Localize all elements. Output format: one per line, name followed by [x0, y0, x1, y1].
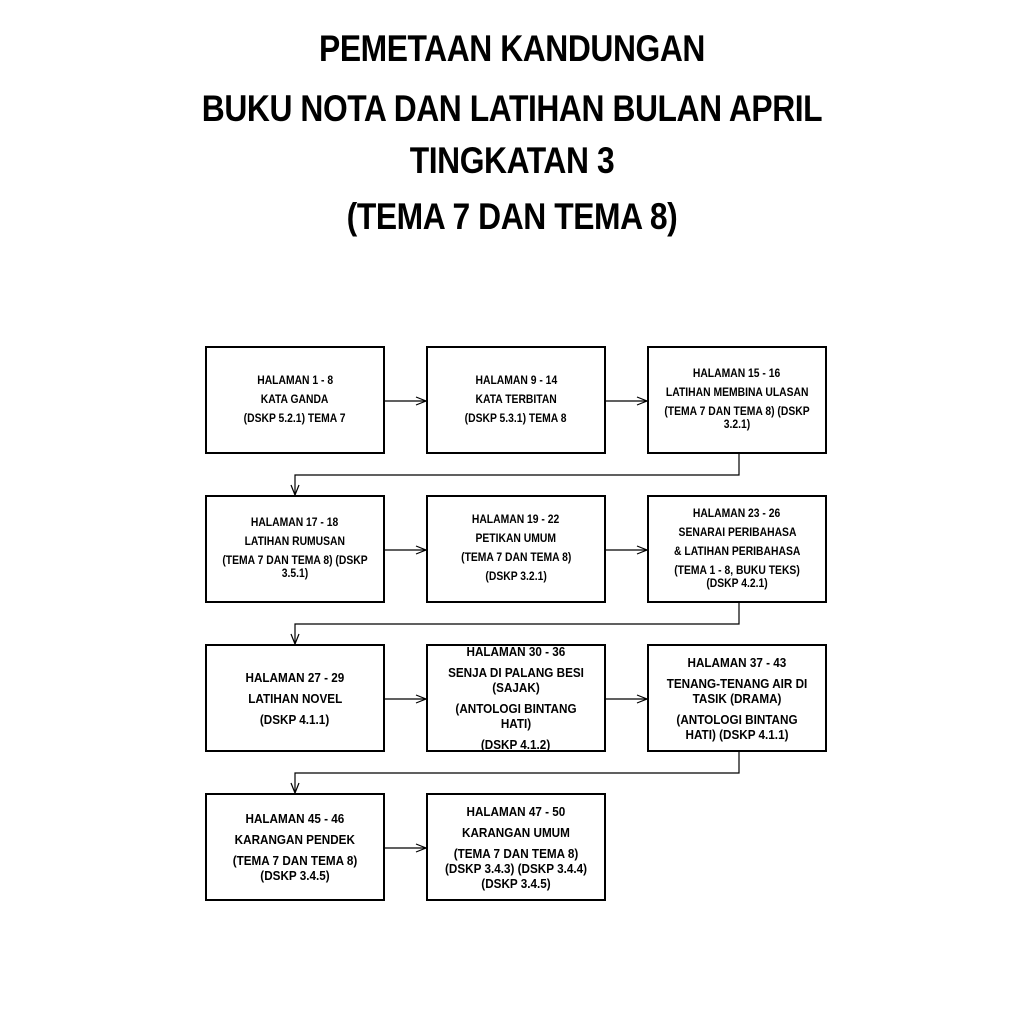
- flow-box-3: [647, 346, 827, 454]
- flow-box-1-line-3: (DSKP 5.2.1) TEMA 7: [244, 412, 346, 425]
- flow-box-5-line-4: (DSKP 3.2.1): [485, 571, 547, 583]
- flow-box-7-line-1: HALAMAN 27 - 29: [245, 669, 345, 685]
- flow-box-5-line-1: HALAMAN 19 - 22: [472, 514, 560, 526]
- flow-box-1: [205, 346, 385, 454]
- flow-box-4-line-3: (TEMA 7 DAN TEMA 8) (DSKP 3.5.1): [222, 555, 368, 580]
- flow-box-2-line-1: HALAMAN 9 - 14: [475, 374, 557, 387]
- flow-box-8: [426, 644, 606, 752]
- flow-box-9-line-1: HALAMAN 37 - 43: [687, 654, 787, 670]
- flow-box-9-line-3: (ANTOLOGI BINTANG HATI) (DSKP 4.1.1): [676, 711, 798, 742]
- flow-box-8-line-4: (DSKP 4.1.2): [481, 737, 551, 752]
- flow-box-10: [205, 793, 385, 901]
- flow-box-10-line-1: HALAMAN 45 - 46: [245, 811, 345, 826]
- flow-box-6-line-2: SENARAI PERIBAHASA: [678, 526, 796, 539]
- arrow-3-to-4: [295, 454, 739, 495]
- flow-box-9-line-2: TENANG-TENANG AIR DI TASIK (DRAMA): [666, 675, 808, 706]
- flow-box-6-line-1: HALAMAN 23 - 26: [693, 507, 781, 520]
- flow-box-6: [647, 495, 827, 603]
- arrow-9-to-10: [295, 752, 739, 793]
- flow-box-5-line-3: (TEMA 7 DAN TEMA 8): [460, 552, 572, 564]
- title-line-2: BUKU NOTA DAN LATIHAN BULAN APRIL: [201, 88, 823, 129]
- flow-box-10-line-3: (TEMA 7 DAN TEMA 8) (DSKP 3.4.5): [232, 853, 358, 883]
- flow-box-7: [205, 644, 385, 752]
- flow-box-8-line-3: (ANTOLOGI BINTANG HATI): [455, 701, 577, 731]
- flow-box-1-line-1: HALAMAN 1 - 8: [257, 374, 333, 387]
- title-line-1: PEMETAAN KANDUNGAN: [319, 28, 705, 69]
- flow-box-11-line-1: HALAMAN 47 - 50: [466, 803, 566, 819]
- flow-box-4-line-2: LATIHAN RUMUSAN: [244, 536, 346, 548]
- flow-box-4-line-1: HALAMAN 17 - 18: [251, 517, 339, 529]
- flow-box-4: [205, 495, 385, 603]
- flow-box-11-line-3: (TEMA 7 DAN TEMA 8) (DSKP 3.4.3) (DSKP 3.4.4) (DSKP 3.4.5): [445, 845, 587, 891]
- flow-box-6-line-3: & LATIHAN PERIBAHASA: [673, 545, 801, 558]
- flow-box-10-line-2: KARANGAN PENDEK: [234, 832, 356, 847]
- flow-box-2: [426, 346, 606, 454]
- flow-box-11-line-2: KARANGAN UMUM: [462, 824, 570, 840]
- flow-box-1-line-2: KATA GANDA: [261, 393, 329, 406]
- flow-box-7-line-3: (DSKP 4.1.1): [260, 711, 330, 727]
- flow-box-3-line-3: (TEMA 7 DAN TEMA 8) (DSKP 3.2.1): [664, 406, 810, 431]
- flow-box-7-line-2: LATIHAN NOVEL: [247, 690, 343, 706]
- flow-box-3-line-1: HALAMAN 15 - 16: [693, 368, 781, 380]
- flow-box-5-line-2: PETIKAN UMUM: [475, 533, 557, 545]
- flow-box-9: [647, 644, 827, 752]
- flow-box-2-line-3: (DSKP 5.3.1) TEMA 8: [465, 412, 567, 425]
- flow-box-6-line-4: (TEMA 1 - 8, BUKU TEKS) (DSKP 4.2.1): [674, 564, 800, 590]
- title-line-3: TINGKATAN 3: [409, 140, 615, 181]
- flow-box-11: [426, 793, 606, 901]
- flow-box-5: [426, 495, 606, 603]
- flow-box-8-line-2: SENJA DI PALANG BESI (SAJAK): [448, 665, 584, 695]
- arrow-6-to-7: [295, 603, 739, 644]
- flow-box-2-line-2: KATA TERBITAN: [475, 393, 557, 406]
- flow-box-3-line-2: LATIHAN MEMBINA ULASAN: [665, 387, 809, 399]
- title-line-4: (TEMA 7 DAN TEMA 8): [346, 196, 678, 237]
- flow-box-8-line-1: HALAMAN 30 - 36: [466, 644, 566, 659]
